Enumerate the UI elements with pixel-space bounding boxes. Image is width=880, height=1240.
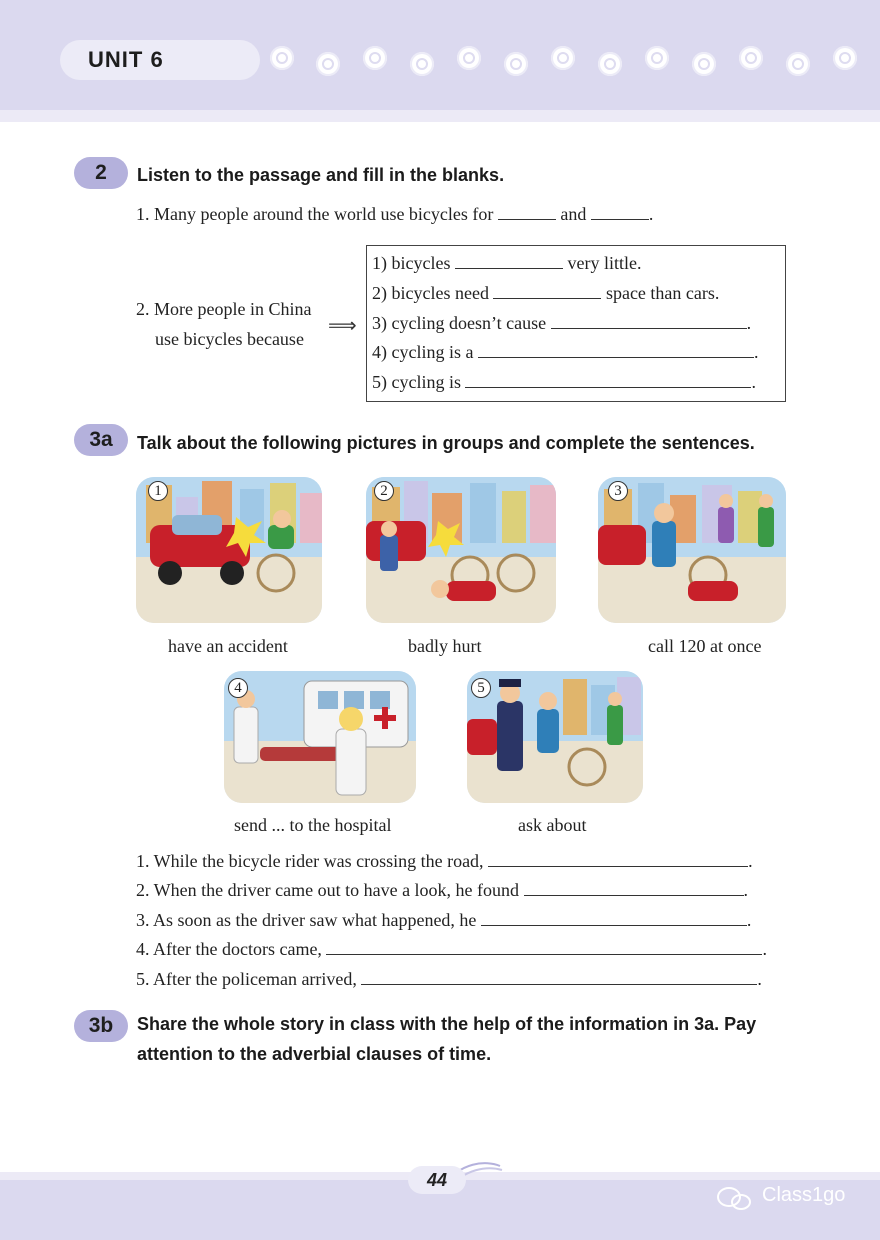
section-3b-badge: 3b	[74, 1010, 128, 1042]
answer-blank[interactable]	[465, 371, 751, 388]
decorative-ring-icon	[457, 46, 481, 70]
reason-2	[372, 282, 719, 304]
answer-blank[interactable]	[478, 341, 754, 358]
reason-3-text: 3) cycling doesn’t cause	[372, 313, 547, 333]
picture-3-caption: call 120 at once	[648, 636, 762, 656]
question-1-and: and	[560, 204, 587, 224]
reason-5	[372, 371, 756, 393]
decorative-ring-icon	[410, 52, 434, 76]
sentence-3-text: 3. As soon as the driver saw what happened, he	[136, 910, 477, 930]
picture-4-number: 4	[228, 678, 248, 698]
picture-2	[366, 477, 556, 623]
section-3a-badge: 3a	[74, 424, 128, 456]
decorative-ring-icon	[692, 52, 716, 76]
sentence-5	[136, 968, 762, 990]
picture-1-caption: have an accident	[168, 636, 288, 656]
picture-5-number: 5	[471, 678, 491, 698]
reason-4-text: 4) cycling is a	[372, 342, 474, 362]
reason-2-text: 2) bicycles need	[372, 283, 489, 303]
reason-4-end: .	[753, 342, 759, 362]
answer-blank[interactable]	[455, 252, 563, 269]
sentence-4	[136, 938, 767, 960]
picture-4	[224, 671, 416, 803]
header-strip	[0, 110, 880, 122]
sentence-2-end: .	[743, 880, 749, 900]
reason-5-text: 5) cycling is	[372, 372, 461, 392]
picture-1-number: 1	[148, 481, 168, 501]
section-3b-instruction-line2: attention to the adverbial clauses of time.	[137, 1044, 492, 1064]
sentence-5-text: 5. After the policeman arrived,	[136, 969, 357, 989]
picture-4-caption: send ... to the hospital	[234, 815, 392, 835]
decorative-ring-icon	[786, 52, 810, 76]
sentence-1-end: .	[748, 851, 753, 871]
picture-5-caption: ask about	[518, 815, 587, 835]
answer-blank[interactable]	[524, 879, 744, 896]
reason-3	[372, 312, 751, 334]
sentence-3-end: .	[746, 910, 752, 930]
answer-blank[interactable]	[591, 203, 649, 220]
reason-2-end: space than cars.	[605, 283, 720, 303]
reason-4	[372, 341, 758, 363]
double-arrow-icon: ⟹	[328, 315, 357, 337]
question-2-line1: 2. More people in China	[136, 299, 312, 319]
decorative-ring-icon	[504, 52, 528, 76]
picture-3-number: 3	[608, 481, 628, 501]
answer-blank[interactable]	[498, 203, 556, 220]
section-2-badge: 2	[74, 157, 128, 189]
answer-blank[interactable]	[326, 938, 762, 955]
decorative-ring-icon	[363, 46, 387, 70]
sentence-5-end: .	[757, 969, 762, 989]
question-2-line2: use bicycles because	[155, 329, 304, 349]
reason-5-end: .	[751, 372, 756, 392]
decorative-ring-icon	[598, 52, 622, 76]
sentence-2	[136, 879, 748, 901]
decorative-ring-icon	[270, 46, 294, 70]
question-1-period: .	[648, 204, 654, 224]
section-3a-instruction: Talk about the following pictures in groups and complete the sentences.	[137, 433, 755, 453]
picture-3	[598, 477, 786, 623]
reason-1-text: 1) bicycles	[372, 253, 451, 273]
answer-blank[interactable]	[481, 909, 747, 926]
decorative-ring-icon	[739, 46, 763, 70]
section-2-instruction: Listen to the passage and fill in the blanks.	[137, 165, 505, 185]
reason-3-end: .	[746, 313, 752, 333]
section-3b-instruction-line1: Share the whole story in class with the help of the information in 3a. Pay	[137, 1014, 757, 1034]
sentence-1-text: 1. While the bicycle rider was crossing the road,	[136, 851, 484, 871]
wechat-icon	[716, 1186, 756, 1212]
answer-blank[interactable]	[488, 850, 748, 867]
picture-5	[467, 671, 643, 803]
sentence-3	[136, 909, 751, 931]
picture-2-number: 2	[374, 481, 394, 501]
reason-1	[372, 252, 641, 274]
decorative-ring-icon	[645, 46, 669, 70]
unit-title: UNIT 6	[88, 47, 164, 72]
reason-1-end: very little.	[567, 253, 642, 273]
decorative-ring-icon	[551, 46, 575, 70]
answer-blank[interactable]	[551, 312, 747, 329]
decorative-ring-icon	[316, 52, 340, 76]
answer-blank[interactable]	[493, 282, 601, 299]
answer-blank[interactable]	[361, 968, 757, 985]
decorative-ring-icon	[833, 46, 857, 70]
picture-2-caption: badly hurt	[408, 636, 482, 656]
sentence-4-end: .	[762, 939, 767, 959]
question-1-text: 1. Many people around the world use bicycles for	[136, 204, 494, 224]
sentence-1	[136, 850, 753, 872]
page-number: 44	[408, 1166, 466, 1194]
watermark: Class1go	[762, 1184, 846, 1206]
sentence-4-text: 4. After the doctors came,	[136, 939, 322, 959]
question-1	[136, 203, 653, 225]
sentence-2-text: 2. When the driver came out to have a look, he found	[136, 880, 520, 900]
